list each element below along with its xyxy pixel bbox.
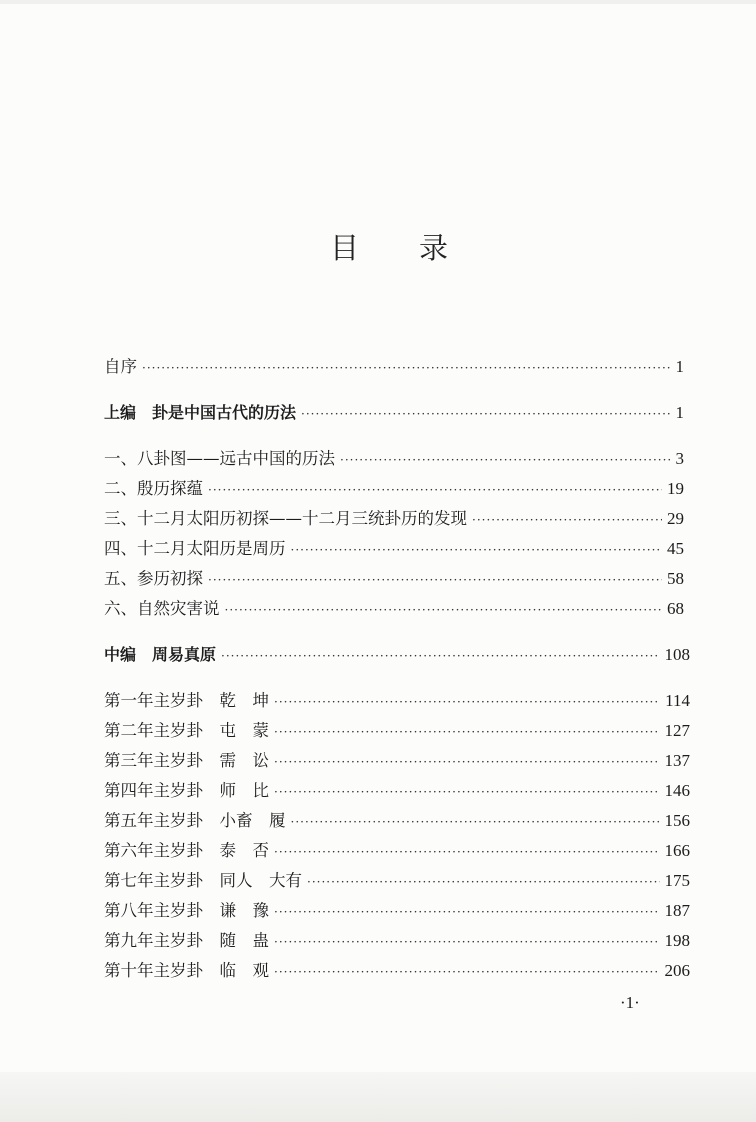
toc-entry[interactable]: [104, 870, 690, 893]
page-title: 目录: [330, 231, 509, 265]
toc-label: 二、殷历探蕴: [104, 479, 203, 498]
toc-entry[interactable]: [104, 508, 684, 531]
toc-label: 五、参历初探: [104, 569, 203, 588]
page-bottom-edge: [0, 1072, 756, 1122]
dot-leader: [142, 357, 671, 379]
toc-section-part2[interactable]: [104, 644, 690, 667]
toc-page-number: 108: [664, 645, 690, 664]
toc-page-number: 45: [667, 539, 684, 558]
toc-page-number: 29: [667, 509, 684, 528]
toc-page-number: 114: [665, 691, 690, 710]
dot-leader: [291, 539, 663, 561]
toc-page-number: 19: [667, 479, 684, 498]
page-top-edge: [0, 0, 756, 4]
toc-entry-preface[interactable]: [104, 356, 684, 379]
toc-label: 一、八卦图——远古中国的历法: [104, 449, 335, 468]
toc-entry[interactable]: [104, 900, 690, 923]
toc-entry[interactable]: [104, 960, 690, 983]
toc-label: 第九年主岁卦 随 蛊: [104, 931, 269, 950]
toc-page-number: 198: [664, 931, 690, 950]
toc-label: 三、十二月太阳历初探——十二月三统卦历的发现: [104, 509, 467, 528]
dot-leader: [291, 811, 660, 833]
toc-entry[interactable]: [104, 840, 690, 863]
dot-leader: [225, 599, 663, 621]
dot-leader: [301, 403, 670, 425]
toc-page-number: 1: [675, 357, 684, 376]
toc-label: 中编 周易真原: [104, 645, 217, 664]
toc-page-number: 1: [675, 403, 684, 422]
toc-entry[interactable]: [104, 568, 684, 591]
dot-leader: [307, 871, 660, 893]
dot-leader: [274, 721, 660, 743]
dot-leader: [274, 691, 660, 713]
toc-page-number: 3: [675, 449, 684, 468]
toc-entry[interactable]: [104, 930, 690, 953]
dot-leader: [472, 509, 662, 531]
toc-page-number: 68: [667, 599, 684, 618]
toc-page-number: 187: [664, 901, 690, 920]
toc-entry[interactable]: [104, 720, 690, 743]
toc-label: 第八年主岁卦 谦 豫: [104, 901, 269, 920]
toc-page-number: 175: [664, 871, 690, 890]
toc-label: 第三年主岁卦 需 讼: [104, 751, 269, 770]
toc-label: 第十年主岁卦 临 观: [104, 961, 269, 980]
toc-page-number: 166: [664, 841, 690, 860]
dot-leader: [208, 479, 662, 501]
toc-label: 第六年主岁卦 泰 否: [104, 841, 269, 860]
toc-label: 上编 卦是中国古代的历法: [104, 403, 297, 422]
dot-leader: [274, 751, 660, 773]
toc-label: 第五年主岁卦 小畜 履: [104, 811, 286, 830]
dot-leader: [274, 931, 660, 953]
dot-leader: [274, 901, 660, 923]
toc-entry[interactable]: [104, 478, 684, 501]
toc-page-number: 127: [664, 721, 690, 740]
toc-entry[interactable]: [104, 810, 690, 833]
toc-page-number: 146: [664, 781, 690, 800]
toc-entry[interactable]: [104, 750, 690, 773]
toc-page-number: 137: [664, 751, 690, 770]
toc-entry[interactable]: [104, 538, 684, 561]
toc-page-number: 58: [667, 569, 684, 588]
dot-leader: [274, 961, 660, 983]
toc-label: 第二年主岁卦 屯 蒙: [104, 721, 269, 740]
toc-label: 四、十二月太阳历是周历: [104, 539, 286, 558]
toc-entry[interactable]: [104, 598, 684, 621]
toc-page-number: 206: [664, 961, 690, 980]
dot-leader: [208, 569, 662, 591]
toc-entry[interactable]: [104, 448, 684, 471]
page-folio: ·1·: [620, 993, 640, 1012]
toc-label: 第四年主岁卦 师 比: [104, 781, 269, 800]
dot-leader: [274, 781, 660, 803]
toc-label: 自序: [104, 357, 137, 376]
toc-page-number: 156: [664, 811, 690, 830]
toc-section-part1[interactable]: [104, 402, 684, 425]
toc-entry[interactable]: [104, 780, 690, 803]
toc-entry[interactable]: [104, 690, 690, 713]
dot-leader: [340, 449, 671, 471]
toc-label: 第七年主岁卦 同人 大有: [104, 871, 302, 890]
dot-leader: [221, 645, 659, 667]
dot-leader: [274, 841, 660, 863]
toc-label: 第一年主岁卦 乾 坤: [104, 691, 269, 710]
toc-label: 六、自然灾害说: [104, 599, 220, 618]
